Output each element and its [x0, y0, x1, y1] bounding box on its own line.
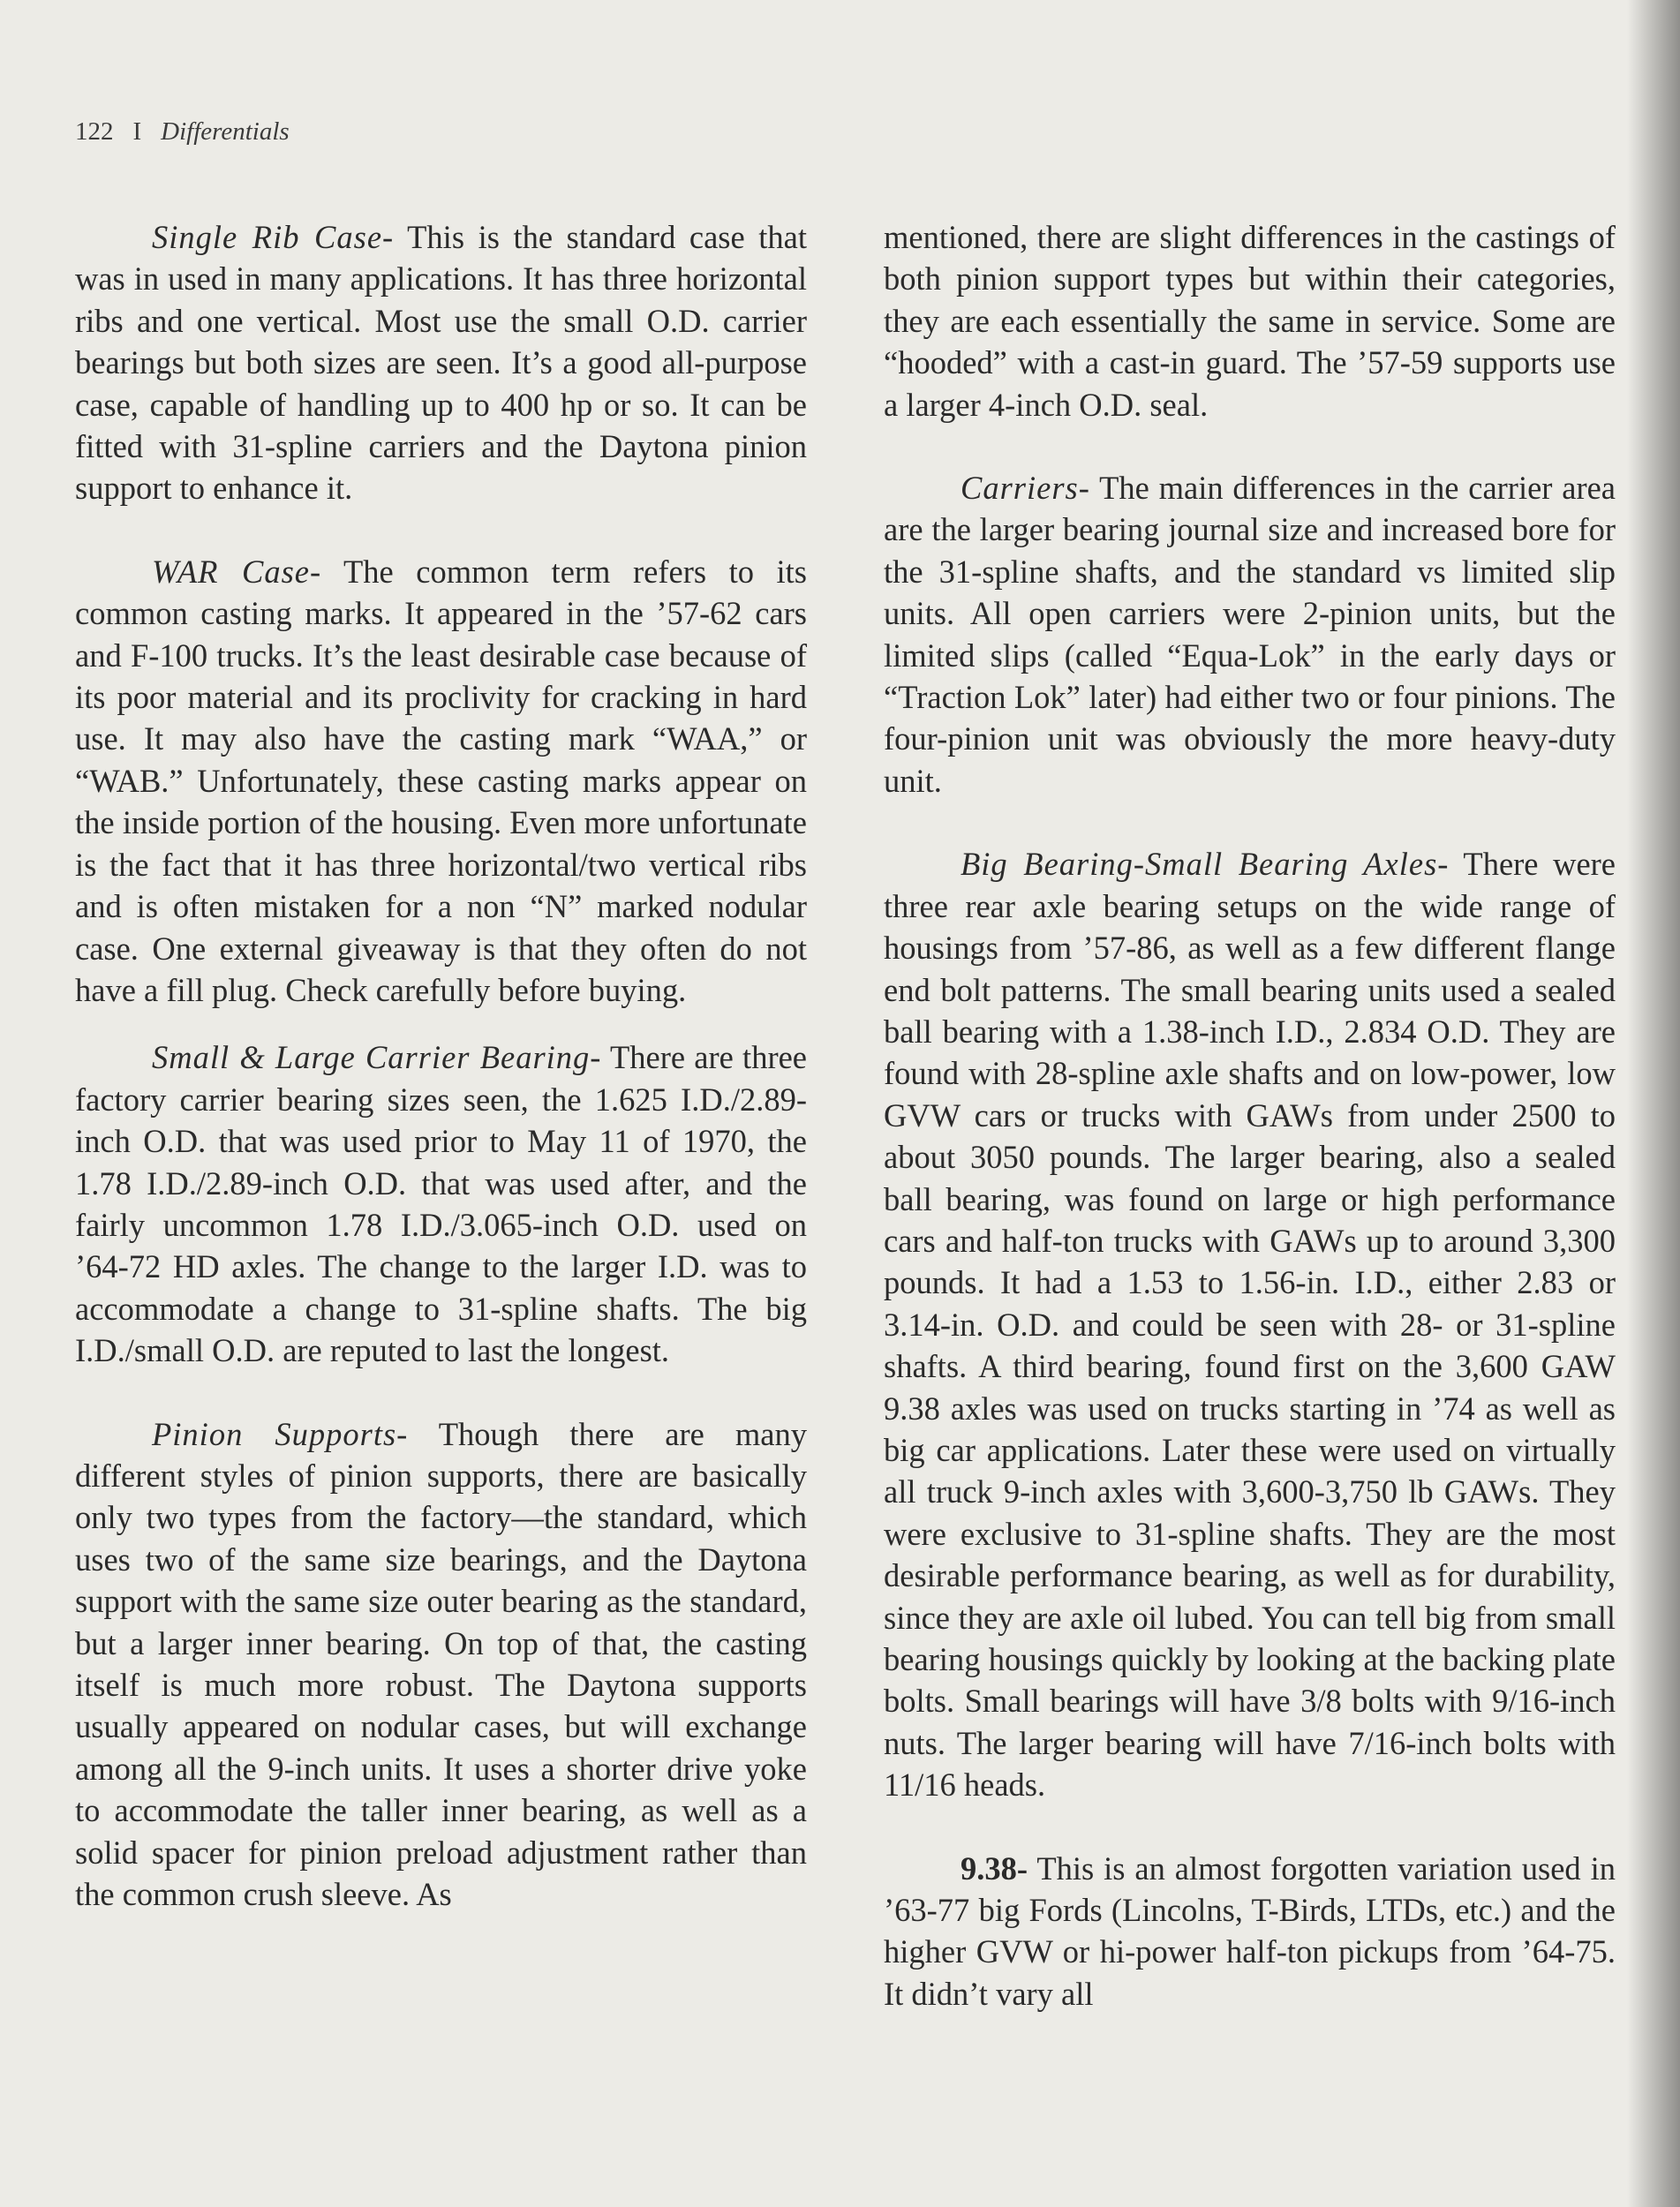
page-gutter-shadow: [1627, 0, 1680, 2207]
paragraph-heading: Carriers-: [961, 470, 1090, 507]
paragraph-text: This is an almost forgotten variation used in ’63-77 big Fords (Lincolns, T-Birds, LTDs, etc.) and the higher GVW or hi-power half-ton pickups from ’64-75. It didn’t vary all: [884, 1849, 1616, 2012]
right-column: [884, 216, 1616, 2015]
paragraph-heading: WAR Case-: [152, 553, 322, 590]
paragraph-heading: Single Rib Case-: [152, 219, 395, 255]
paragraph-war-case: [75, 551, 807, 1011]
paragraph-pinion-supports: [75, 1413, 807, 1916]
paragraph-heading: Small & Large Carrier Bearing-: [152, 1039, 602, 1076]
paragraph-carrier-bearing: [75, 1036, 807, 1371]
paragraph-text: The main differences in the carrier area are the larger bearing journal size and increased bore for the 31-spline shafts, and the standard vs limited slip units. All open carriers were 2-pinion units, but the limited slips (called “Equa-Lok” in the early days or “Traction Lok” later) had either two or four pinions. The four-pinion unit was obviously the more heavy-duty unit.: [884, 470, 1616, 799]
page-number: 122: [75, 117, 114, 146]
paragraph-heading: 9.38-: [961, 1849, 1028, 1887]
left-column: [75, 216, 807, 1915]
paragraph-carriers: [884, 467, 1616, 802]
paragraph-text: Though there are many different styles of pinion supports, there are basically only two types from the factory—the standard, which uses two of the same size bearings, and the Daytona support with the same size outer bearing as the standard, but a larger inner bearing. On top of that, the casting itself is much more robust. The Daytona supports usually appeared on nodular cases, but will exchange among all the 9-inch units. It uses a shorter drive yoke to accommodate the taller inner bearing, as well as a solid spacer for pinion preload adjustment rather than the common crush sleeve. As: [75, 1415, 807, 1913]
header-separator: I: [132, 117, 142, 146]
paragraph-text: There are three factory carrier bearing sizes seen, the 1.625 I.D./2.89-inch O.D. that was used prior to May 11 of 1970, the 1.78 I.D./2.89-inch O.D. that was used after, and the fairly uncommon 1.78 I.D./3.065-inch O.D. used on ’64-72 HD axles. The change to the larger I.D. was to accommodate a change to 31-spline shafts. The big I.D./small O.D. are reputed to last the longest.: [75, 1039, 808, 1369]
paragraph-single-rib-case: [75, 216, 807, 509]
running-header: [75, 117, 290, 147]
paragraph-text: There were three rear axle bearing setups on the wide range of housings from ’57-86, as well as a few different flange end bolt patterns. The small bearing units used a sealed ball bearing with a 1.38-inch I.D., 2.834 O.D. They are found with 28-spline axle shafts and on low-power, low GVW cars or trucks with GAWs from under 2500 to about 3050 pounds. The larger bearing, also a sealed ball bearing, was found on large or high performance cars and half-ton trucks with GAWs up to around 3,300 pounds. It had a 1.53 to 1.56-in. I.D., either 2.83 or 3.14-in. O.D. and could be seen with 28- or 31-spline shafts. A third bearing, found first on the 3,600 GAW 9.38 axles was used on trucks starting in ’74 as well as big car applications. Later these were used on virtually all truck 9-inch axles with 3,600-3,750 lb GAWs. They were exclusive to 31-spline shafts. They are the most desirable performance bearing, as well as for durability, since they are axle oil lubed. You can tell big from small bearing housings quickly by looking at the backing plate bolts. Small bearings will have 3/8 bolts with 9/16-inch nuts. The larger bearing will have 7/16-inch bolts with 11/16 heads.: [884, 846, 1616, 1804]
paragraph-heading: Pinion Supports-: [152, 1415, 409, 1452]
paragraph-continued: [884, 216, 1616, 426]
paragraph-text: mentioned, there are slight differences in the castings of both pinion support types but within their categories, they are each essentially the same in service. Some are “hooded” with a cast-in guard. The ’57-59 supports use a larger 4-inch O.D. seal.: [884, 219, 1616, 423]
paragraph-heading: Big Bearing-Small Bearing Axles-: [961, 846, 1450, 883]
paragraph-text: The common term refers to its common casting marks. It appeared in the ’57-62 cars and F-100 trucks. It’s the least desirable case because of its poor material and its proclivity for cracking in hard use. It may also have the casting mark “WAA,” or “WAB.” Unfortunately, these casting marks appear on the inside portion of the housing. Even more unfortunate is the fact that it has three horizontal/two vertical ribs and is often mistaken for a non “N” marked nodular case. One external giveaway is that they often do not have a fill plug. Check carefully before buying.: [75, 553, 807, 1008]
paragraph-text: This is the standard case that was in used in many applications. It has three horizontal ribs and one vertical. Most use the small O.D. carrier bearings but both sizes are seen. It’s a good all-purpose case, capable of handling up to 400 hp or so. It can be fitted with 31-spline carriers and the Daytona pinion support to enhance it.: [75, 219, 807, 507]
paragraph-9-38: [884, 1848, 1616, 2015]
chapter-title: Differentials: [161, 117, 290, 146]
paragraph-bearing-axles: [884, 843, 1616, 1805]
